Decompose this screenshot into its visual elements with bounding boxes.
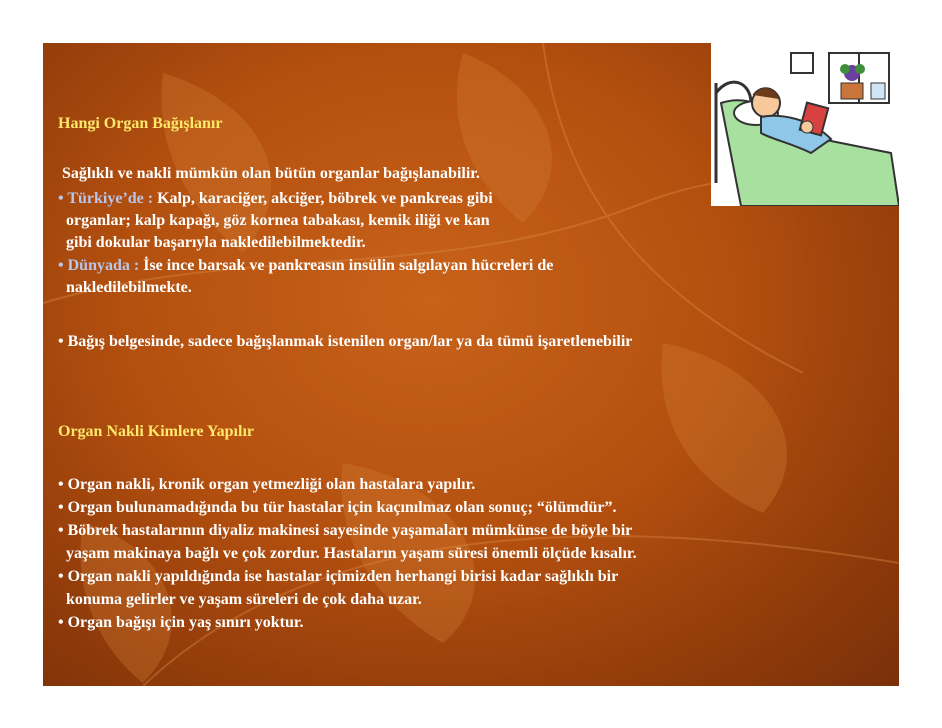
dunya-label: Dünyada :	[67, 257, 144, 274]
section2-line: • Organ bulunamadığında bu tür hastalar için kaçınılmaz olan sonuç; “ölümdür”.	[58, 499, 617, 516]
bagis-line	[58, 331, 632, 353]
section2-line: • Böbrek hastalarının diyaliz makinesi sayesinde yaşamaları mümkünse de böyle bir	[58, 522, 633, 539]
section2-line: • Organ bağışı için yaş sınırı yoktur.	[58, 614, 304, 631]
patient-in-bed-illustration	[711, 43, 899, 206]
bagis-text: Bağış belgesinde, sadece bağışlanmak istenilen organ/lar ya da tümü işaretlenebilir	[67, 333, 633, 350]
heading-organ-nakli: Organ Nakli Kimlere Yapılır	[58, 423, 254, 440]
slide	[43, 43, 899, 686]
bullet: •	[58, 333, 64, 350]
section2-line: • Organ nakli yapıldığında ise hastalar içimizden herhangi birisi kadar sağlıklı bir	[58, 568, 619, 585]
intro-line: Sağlıklı ve nakli mümkün olan bütün organlar bağışlanabilir.	[58, 165, 480, 182]
section2-line: • Organ nakli, kronik organ yetmezliği olan hastalara yapılır.	[58, 476, 476, 493]
section2-line: yaşam makinaya bağlı ve çok zordur. Hastaların yaşam süresi önemli ölçüde kısalır.	[58, 545, 637, 562]
turkiye-line-2: organlar; kalp kapağı, göz kornea tabakası, kemik iliği ve kan	[58, 212, 490, 229]
turkiye-line-3: gibi dokular başarıyla nakledilebilmektedir.	[58, 234, 366, 251]
section2-line: konuma gelirler ve yaşam süreleri de çok daha uzar.	[58, 591, 422, 608]
heading-hangi-organ: Hangi Organ Bağışlanır	[58, 115, 223, 132]
turkiye-label: Türkiye’de :	[67, 190, 158, 207]
turkiye-line	[58, 188, 493, 210]
dunya-line	[58, 255, 553, 277]
dunya-text-1: İse ince barsak ve pankreasın insülin salgılayan hücreleri de	[143, 257, 554, 274]
dunya-line-2: nakledilebilmekte.	[58, 279, 192, 296]
bullet: •	[58, 190, 64, 207]
turkiye-text-1: Kalp, karaciğer, akciğer, böbrek ve pankreas gibi	[157, 190, 493, 207]
bullet: •	[58, 257, 64, 274]
